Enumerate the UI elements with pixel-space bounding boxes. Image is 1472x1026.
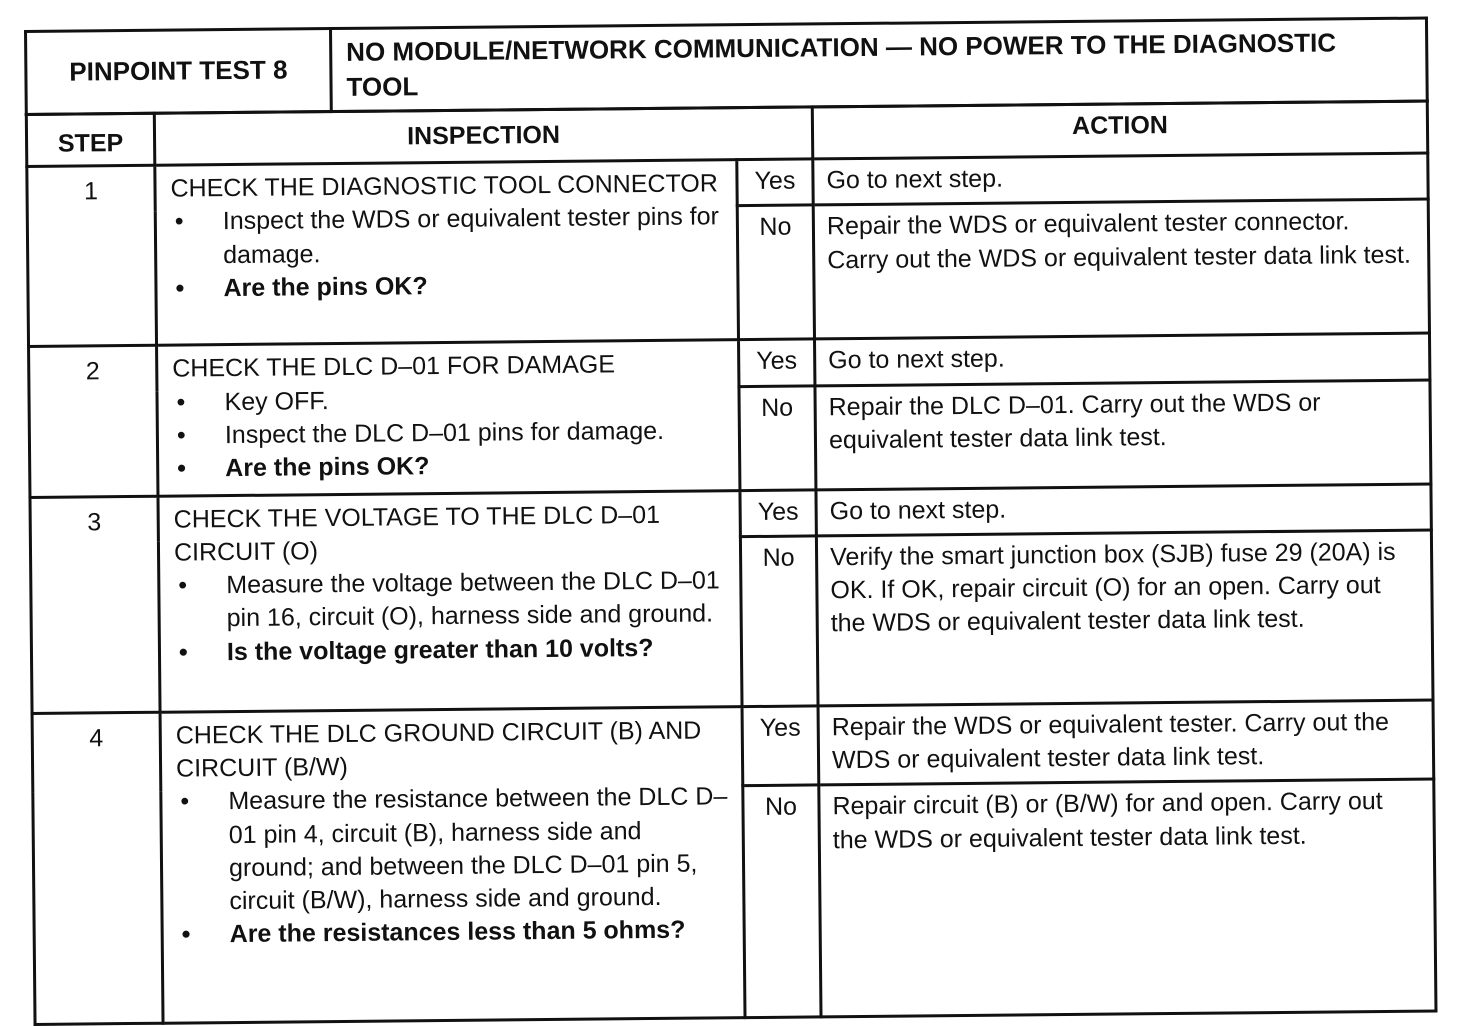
step-number: 2 xyxy=(29,345,158,496)
inspection-bullets xyxy=(171,201,727,306)
no-action: Repair the DLC D–01. Carry out the WDS or equivalent tester data link test. xyxy=(815,380,1431,490)
no-label: No xyxy=(739,385,816,490)
inspection-title: CHECK THE DLC GROUND CIRCUIT (B) AND CIRCUIT (B/W) xyxy=(175,716,702,783)
inspection-cell xyxy=(155,160,739,346)
test-label: PINPOINT TEST 8 xyxy=(26,29,332,115)
inspection-bullets xyxy=(176,780,733,952)
column-header-inspection: INSPECTION xyxy=(154,107,812,165)
column-header-action: ACTION xyxy=(812,101,1427,159)
inspection-bullet: • Key OFF. xyxy=(172,381,727,420)
inspection-bullets xyxy=(172,381,728,486)
no-action: Repair circuit (B) or (B/W) for and open. Carry out the WDS or equivalent tester data link test. xyxy=(819,779,1436,1017)
no-label: No xyxy=(743,785,821,1018)
inspection-question: • Is the voltage greater than 10 volts? xyxy=(175,631,730,670)
inspection-title: CHECK THE VOLTAGE TO THE DLC D–01 CIRCUIT (O) xyxy=(173,500,661,567)
yes-action: Go to next step. xyxy=(815,333,1430,385)
no-action: Repair the WDS or equivalent tester connector. Carry out the WDS or equivalent tester data link test. xyxy=(813,199,1429,339)
yes-action: Go to next step. xyxy=(816,484,1431,536)
inspection-bullet: • Inspect the DLC D–01 pins for damage. xyxy=(173,414,728,453)
inspection-title: CHECK THE DIAGNOSTIC TOOL CONNECTOR xyxy=(170,169,718,203)
inspection-question: • Are the pins OK? xyxy=(173,447,728,486)
yes-label: Yes xyxy=(740,489,816,536)
pinpoint-test-sheet xyxy=(24,17,1437,1026)
table-row xyxy=(32,700,1434,793)
step-number: 4 xyxy=(32,712,163,1025)
step-number: 1 xyxy=(27,165,157,346)
inspection-bullet: • Measure the resistance between the DLC D–01 pin 4, circuit (B), harness side and ground; and between the DLC D–01 pin 5, circuit (B/W), harness side and ground. xyxy=(176,780,732,918)
inspection-bullet: • Inspect the WDS or equivalent tester pins for damage. xyxy=(171,201,727,273)
yes-action: Repair the WDS or equivalent tester. Carry out the WDS or equivalent tester data link test. xyxy=(818,700,1434,785)
inspection-cell xyxy=(157,340,740,496)
inspection-cell xyxy=(160,706,745,1023)
yes-label: Yes xyxy=(737,159,813,206)
inspection-bullets xyxy=(174,564,730,669)
inspection-cell xyxy=(158,490,742,712)
yes-label: Yes xyxy=(742,706,819,786)
step-number: 3 xyxy=(30,496,160,713)
no-label: No xyxy=(737,205,814,340)
inspection-bullet: • Measure the voltage between the DLC D–01 pin 16, circuit (O), harness side and ground. xyxy=(174,564,730,636)
column-header-step: STEP xyxy=(26,113,154,166)
yes-label: Yes xyxy=(739,339,815,386)
steps-table xyxy=(25,100,1438,1026)
inspection-title: CHECK THE DLC D–01 FOR DAMAGE xyxy=(172,350,616,383)
inspection-question: • Are the resistances less than 5 ohms? xyxy=(178,913,733,952)
inspection-question: • Are the pins OK? xyxy=(171,267,726,306)
test-title: NO MODULE/NETWORK COMMUNICATION — NO POWER TO THE DIAGNOSTIC TOOL xyxy=(331,18,1428,112)
no-label: No xyxy=(740,536,818,707)
no-action: Verify the smart junction box (SJB) fuse 29 (20A) is OK. If OK, repair circuit (O) for an open. Carry out the WDS or equivalent tester data link test. xyxy=(816,530,1433,706)
yes-action: Go to next step. xyxy=(813,153,1428,205)
